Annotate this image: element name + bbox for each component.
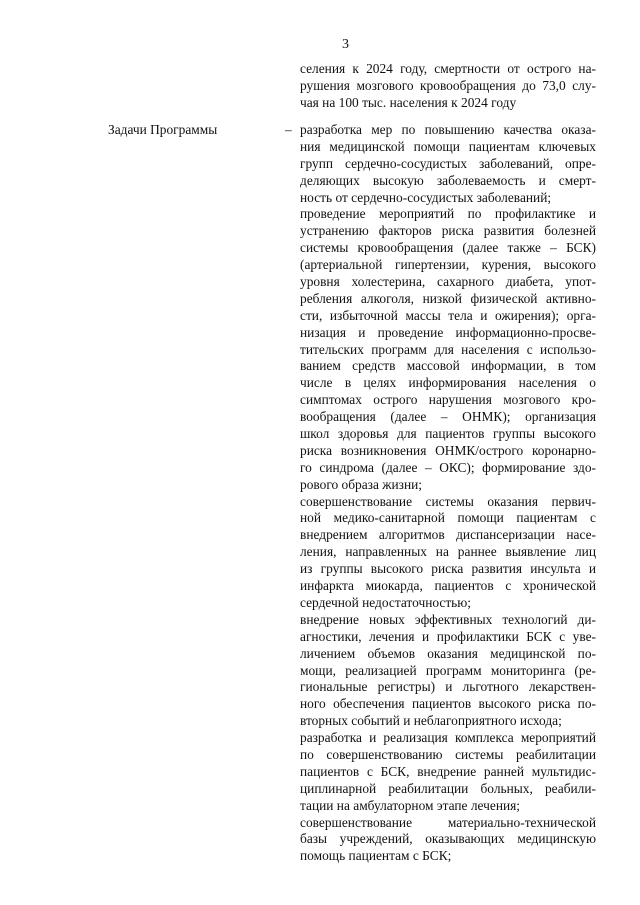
text-line: го синдрома (далее – ОКС); формирование здо-: [300, 459, 596, 475]
text-line: симптомах острого нарушения мозгового кро-: [300, 392, 596, 408]
text-line: групп сердечно-сосудистых заболеваний, опре-: [300, 155, 596, 171]
text-line: селения к 2024 году, смертности от острого на-: [300, 61, 596, 76]
text-line: риска возникновения ОНМК/острого коронарно-: [300, 442, 596, 458]
section-label: Задачи Программы: [108, 122, 218, 137]
task-item: [300, 494, 596, 612]
tasks-list: [300, 122, 596, 865]
text-line: базы учреждений, оказывающих медицинскую: [300, 831, 596, 847]
text-line: ния медицинской помощи пациентам ключевых: [300, 138, 596, 154]
text-line: ванием средств массовой информации, в том: [300, 358, 596, 374]
page-number: 3: [342, 37, 349, 52]
text-line: школ здоровья для пациентов группы высокого: [300, 426, 596, 442]
text-line: внедрение новых эффективных технологий ди-: [300, 611, 596, 627]
task-item: [300, 730, 596, 814]
text-line: уровня холестерина, сахарного диабета, упот-: [300, 274, 596, 290]
text-line: низация и проведение информационно-просве-: [300, 324, 596, 340]
text-line: устранению факторов риска развития болезней: [300, 223, 596, 239]
text-line: циплинарной реабилитации больных, реабили-: [300, 780, 596, 796]
text-line: ления, направленных на раннее выявление лиц: [300, 544, 596, 560]
text-line: сти, избыточной массы тела и ожирения); орга-: [300, 307, 596, 323]
text-line: разработка и реализация комплекса мероприятий: [300, 730, 596, 746]
text-line: чая на 100 тыс. населения к 2024 году: [300, 94, 517, 110]
text-line: по совершенствованию системы реабилитации: [300, 746, 596, 762]
text-line: гиональные регистры) и льготного лекарствен-: [300, 679, 596, 695]
task-item: [300, 612, 596, 730]
task-item: [300, 815, 596, 866]
text-line: ного обеспечения пациентов высокого риска по-: [300, 696, 596, 712]
text-line: (артериальной гипертензии, курения, высокого: [300, 257, 596, 273]
text-line: личением объемов оказания медицинской по-: [300, 645, 596, 661]
text-line: из группы высокого риска развития инсульта и: [300, 561, 596, 577]
text-line: деляющих высокую заболеваемость и смерт-: [300, 172, 596, 188]
text-line: агностики, лечения и профилактики БСК с уве-: [300, 628, 596, 644]
text-line: инфаркта миокарда, пациентов с хронической: [300, 578, 596, 594]
text-line: проведение мероприятий по профилактике и: [300, 206, 596, 222]
text-line: внедрением алгоритмов диспансеризации насе-: [300, 527, 596, 543]
text-line: вообращения (далее – ОНМК); организация: [300, 409, 596, 425]
text-line: вторных событий и неблагоприятного исхода;: [300, 713, 562, 729]
text-line: помощь пациентам с БСК;: [300, 848, 452, 864]
continuation-paragraph: [300, 61, 596, 112]
text-line: совершенствование материально-технической: [300, 814, 596, 830]
text-line: ребления алкоголя, низкой физической активно-: [300, 290, 596, 306]
text-line: рушения мозгового кровообращения до 73,0 слу-: [300, 77, 596, 93]
text-line: мощи, реализацией программ мониторинга (ре-: [300, 662, 596, 678]
text-line: разработка мер по повышению качества оказа-: [300, 122, 596, 137]
task-item: [300, 206, 596, 493]
text-line: ность от сердечно-сосудистых заболеваний;: [300, 189, 552, 205]
text-line: пациентов с БСК, внедрение ранней мультидис-: [300, 763, 596, 779]
text-line: ной медико-санитарной помощи пациентам с: [300, 510, 596, 526]
task-item: [300, 122, 596, 206]
text-line: системы кровообращения (далее также – БСК): [300, 240, 596, 256]
text-line: тации на амбулаторном этапе лечения;: [300, 797, 521, 813]
list-dash: –: [285, 122, 292, 137]
text-line: числе в целях информирования населения о: [300, 375, 596, 391]
text-line: рового образа жизни;: [300, 476, 423, 492]
text-line: сердечной недостаточностью;: [300, 594, 472, 610]
text-line: тительских программ для населения с использо-: [300, 341, 596, 357]
text-line: совершенствование системы оказания первич-: [300, 493, 596, 509]
